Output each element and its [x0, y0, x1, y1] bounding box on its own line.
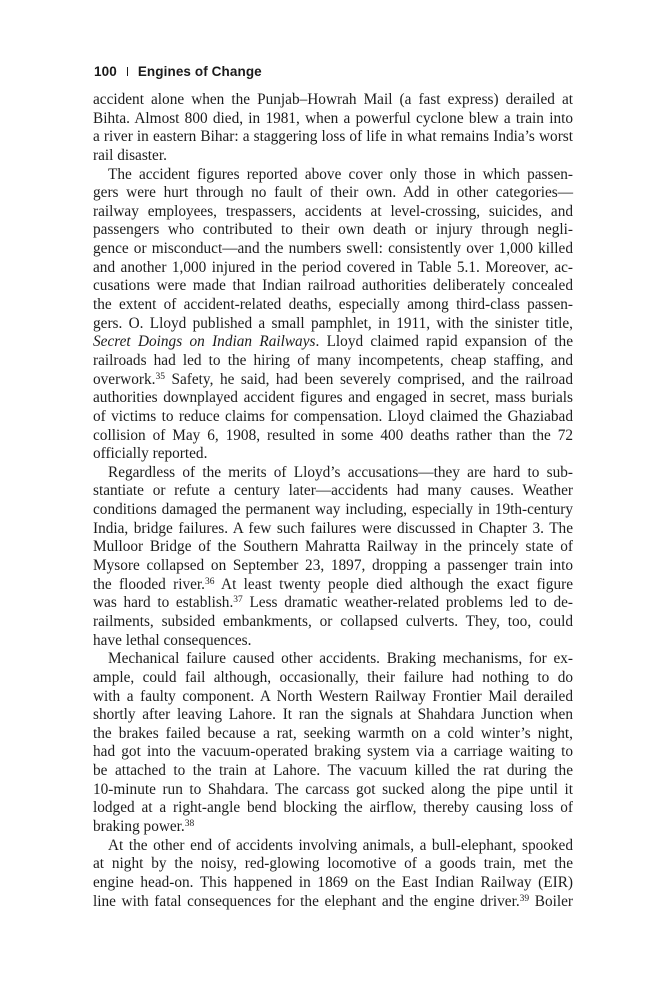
text-line: [93, 259, 573, 278]
text-line: [93, 482, 573, 501]
text-line: [93, 427, 573, 446]
footnote-reference: 37: [233, 595, 243, 606]
text-line: [93, 538, 573, 557]
text-line: [93, 352, 573, 371]
line-text: railroads had led to the hiring of many incompetents, cheap staffing, and: [93, 351, 573, 369]
header-separator: [127, 67, 128, 76]
line-text: railments, subsided embankments, or collapsed culverts. They, too, could: [93, 612, 573, 630]
text-line: [93, 240, 573, 259]
text-line: [93, 445, 573, 464]
text-line: [93, 296, 573, 315]
line-text: ample, could fail although, occasionally, their failure had nothing to do: [93, 668, 573, 686]
text-line: [93, 781, 573, 800]
line-text: the flooded river.: [93, 575, 205, 593]
footnote-reference: 36: [205, 576, 215, 587]
line-text: authorities downplayed accident figures and engaged in secret, mass burials: [93, 389, 573, 407]
text-line: [93, 371, 573, 390]
text-line: [93, 277, 573, 296]
line-text-continued: Less dramatic weather-related problems led to de-: [242, 594, 573, 612]
line-text: the brakes failed because a rat, seeking warmth on a cold winter’s night,: [93, 724, 573, 742]
line-text: engine head-on. This happened in 1869 on the East Indian Railway (EIR): [93, 873, 573, 891]
text-line: [93, 576, 573, 595]
text-line: [93, 743, 573, 762]
line-text: with a faulty component. A North Western Railway Frontier Mail derailed: [93, 687, 573, 705]
line-text: gence or misconduct—and the numbers swell: consistently over 1,000 killed: [93, 240, 573, 258]
line-text: officially reported.: [93, 445, 208, 463]
italic-title: Secret Doings on Indian Railways: [93, 333, 316, 351]
text-line: [93, 594, 573, 613]
line-text: overwork.: [93, 370, 156, 388]
text-line: [93, 818, 573, 837]
line-text-continued: At least twenty people died although the exact figure: [214, 575, 573, 593]
line-text: the extent of accident-related deaths, especially among third-class passen-: [93, 296, 573, 314]
line-text: passengers who contributed to their own death or injury through negli-: [93, 221, 573, 239]
line-text: gers were hurt through no fault of their own. Add in other categories—: [93, 184, 573, 202]
text-line: [93, 110, 573, 129]
line-text-continued: . Lloyd claimed rapid expansion of the: [315, 333, 573, 351]
text-line: [93, 203, 573, 222]
text-line: [93, 762, 573, 781]
line-text: was hard to establish.: [93, 594, 234, 612]
line-text: line with fatal consequences for the elephant and the engine driver.: [93, 892, 520, 910]
line-text: At the other end of accidents involving animals, a bull-elephant, spooked: [108, 836, 573, 854]
text-line: [93, 669, 573, 688]
line-text: had got into the vacuum-operated braking system via a carriage waiting to: [93, 743, 573, 761]
line-text: lodged at a right-angle bend blocking the airflow, thereby causing loss of: [93, 799, 573, 817]
line-text: be attached to the train at Lahore. The vacuum killed the rat during the: [93, 762, 573, 780]
text-line: [93, 688, 573, 707]
line-text: railway employees, trespassers, accidents at level-crossing, suicides, and: [93, 202, 573, 220]
text-line: [93, 91, 573, 110]
line-text: accident alone when the Punjab–Howrah Mail (a fast express) derailed at: [93, 91, 573, 108]
line-text: stantiate or refute a century later—accidents had many causes. Weather: [93, 482, 573, 500]
text-line: [93, 408, 573, 427]
text-line: [93, 893, 573, 912]
line-text: have lethal consequences.: [93, 631, 252, 649]
line-text: and another 1,000 injured in the period covered in Table 5.1. Moreover, ac-: [93, 258, 573, 276]
line-text: of victims to reduce claims for compensation. Lloyd claimed the Ghaziabad: [93, 407, 573, 425]
line-text: Regardless of the merits of Lloyd’s accusations—they are hard to sub-: [108, 463, 573, 481]
line-text: Mysore collapsed on September 23, 1897, dropping a passenger train into: [93, 557, 573, 575]
line-text: 10-minute run to Shahdara. The carcass got sucked along the pipe until it: [93, 780, 573, 798]
text-line: [93, 128, 573, 147]
line-text: a river in eastern Bihar: a staggering loss of life in what remains India’s worst: [93, 128, 573, 146]
text-line: [93, 520, 573, 539]
line-text: braking power.: [93, 817, 185, 835]
text-line: [93, 874, 573, 893]
text-line: [93, 613, 573, 632]
running-header: [94, 64, 262, 79]
line-text: conditions damaged the permanent way including, especially in 19th-century: [93, 501, 573, 519]
line-text: Bihta. Almost 800 died, in 1981, when a powerful cyclone blew a train into: [93, 109, 573, 127]
line-text: cusations were made that Indian railroad authorities deliberately concealed: [93, 277, 573, 295]
line-text: collision of May 6, 1908, resulted in some 400 deaths rather than the 72: [93, 426, 573, 444]
text-line: [93, 315, 573, 334]
text-line: [93, 501, 573, 520]
line-text-continued: Safety, he said, had been severely comprised, and the railroad: [164, 370, 573, 388]
text-line: [93, 725, 573, 744]
text-line: [93, 221, 573, 240]
body-text: [93, 91, 573, 911]
line-text: India, bridge failures. A few such failures were discussed in Chapter 3. The: [93, 519, 573, 537]
text-line: [93, 632, 573, 651]
text-line: [93, 799, 573, 818]
line-text: Mechanical failure caused other accidents. Braking mechanisms, for ex-: [108, 650, 573, 668]
text-line: [93, 184, 573, 203]
line-text: Mulloor Bridge of the Southern Mahratta Railway in the princely state of: [93, 538, 573, 556]
line-text: The accident figures reported above cover only those in which passen-: [108, 165, 573, 183]
footnote-reference: 38: [184, 818, 195, 829]
text-line: [93, 855, 573, 874]
text-line: [93, 389, 573, 408]
line-text-continued: Boiler: [529, 892, 573, 910]
text-line: [93, 333, 573, 352]
text-line: [93, 706, 573, 725]
line-text: rail disaster.: [93, 146, 167, 164]
text-line: [93, 166, 573, 185]
page-number: 100: [94, 64, 117, 79]
footnote-reference: 39: [519, 893, 530, 904]
text-line: [93, 147, 573, 166]
text-line: [93, 837, 573, 856]
line-text: shortly after leaving Lahore. It ran the signals at Shahdara Junction when: [93, 706, 573, 724]
text-line: [93, 650, 573, 669]
text-line: [93, 464, 573, 483]
running-title: Engines of Change: [137, 64, 262, 79]
line-text: gers. O. Lloyd published a small pamphlet, in 1911, with the sinister title,: [93, 314, 573, 332]
text-line: [93, 557, 573, 576]
line-text: at night by the noisy, red-glowing locomotive of a goods train, met the: [93, 855, 573, 873]
footnote-reference: 35: [155, 371, 165, 382]
